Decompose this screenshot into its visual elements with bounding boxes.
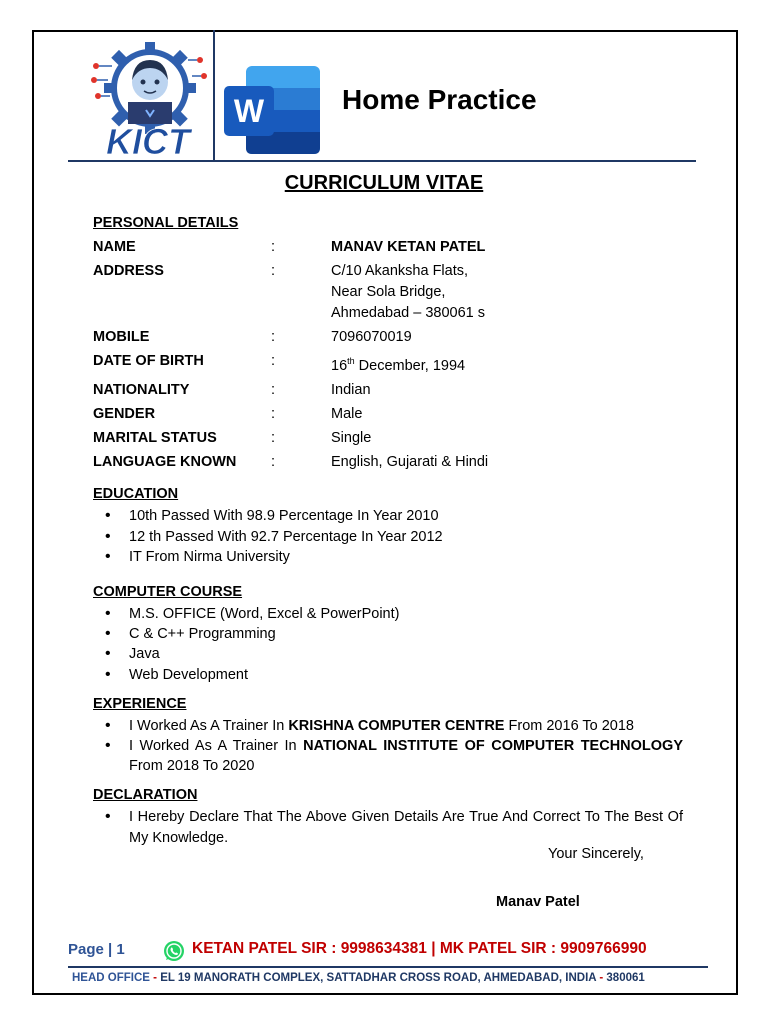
kict-logo-text: KICT [106, 121, 190, 158]
colon: : [271, 429, 276, 446]
address-value [331, 261, 683, 324]
language-label: LANGUAGE KNOWN [93, 453, 237, 470]
colon: : [271, 238, 276, 255]
address-row [93, 261, 683, 324]
name-value: MANAV KETAN PATEL [331, 238, 486, 255]
cv-title: CURRICULUM VITAE [284, 172, 484, 194]
education-list [103, 506, 683, 567]
footer-divider [68, 966, 708, 968]
experience-heading: EXPERIENCE [93, 695, 187, 712]
colon: : [271, 405, 276, 422]
svg-text:W: W [233, 93, 265, 129]
list-item: • M.S. OFFICE (Word, Excel & PowerPoint) [103, 604, 683, 624]
nationality-value: Indian [331, 381, 371, 398]
list-item: • I Worked As A Trainer In NATIONAL INSTITUTE OF COMPUTER TECHNOLOGY From 2018 To 2020 [103, 736, 683, 776]
page-title: Home Practice [342, 84, 537, 115]
mobile-value: 7096070019 [331, 329, 412, 345]
mobile-row [93, 327, 683, 348]
computer-course-list [103, 604, 683, 685]
dob-value: 16th December, 1994 [331, 356, 466, 374]
gender-row [93, 404, 683, 425]
colon: : [271, 329, 276, 345]
head-office-pin: 380061 [606, 972, 645, 984]
colon: : [271, 381, 276, 398]
word-icon [224, 66, 320, 154]
marital-row [93, 428, 683, 449]
list-item: • Web Development [103, 665, 683, 685]
list-item: • IT From Nirma University [103, 547, 683, 567]
nationality-label: NATIONALITY [93, 381, 190, 398]
whatsapp-icon [162, 939, 186, 963]
list-item: • Java [103, 644, 683, 664]
declaration-heading: DECLARATION [93, 787, 198, 804]
address-label: ADDRESS [93, 262, 164, 279]
list-item: • 12 th Passed With 92.7 Percentage In Year 2012 [103, 527, 683, 547]
contact-numbers: KETAN PATEL SIR : 9998634381 | MK PATEL SIR : 9909766990 [192, 940, 647, 957]
marital-value: Single [331, 429, 372, 446]
mobile-label: MOBILE [93, 329, 150, 345]
gender-label: GENDER [93, 405, 156, 422]
declaration-list [103, 807, 683, 847]
cv-content [93, 213, 683, 848]
dob-label: DATE OF BIRTH [93, 353, 204, 369]
marital-label: MARITAL STATUS [93, 429, 217, 446]
education-heading: EDUCATION [93, 486, 179, 503]
address-line: Ahmedabad – 380061 s [331, 304, 485, 321]
name-row [93, 237, 683, 258]
list-item: • 10th Passed With 98.9 Percentage In Year 2010 [103, 506, 683, 526]
list-item: • I Hereby Declare That The Above Given Details Are True And Correct To The Best Of My Knowledge. [103, 807, 683, 847]
kict-logo [88, 36, 208, 158]
head-office-address: EL 19 MANORATH COMPLEX, SATTADHAR CROSS ROAD, AHMEDABAD, INDIA [160, 972, 597, 984]
experience-list [103, 716, 683, 777]
language-value: English, Gujarati & Hindi [331, 453, 489, 470]
list-item: • I Worked As A Trainer In KRISHNA COMPUTER CENTRE From 2016 To 2018 [103, 716, 683, 736]
signature-name: Manav Patel [496, 894, 580, 910]
page-number: Page | 1 [68, 941, 125, 958]
colon: : [271, 353, 276, 369]
language-row [93, 452, 683, 473]
dob-row [93, 351, 683, 376]
computer-course-heading: COMPUTER COURSE [93, 583, 243, 600]
name-label: NAME [93, 238, 136, 255]
header-divider-vertical [213, 30, 215, 162]
head-office-label: HEAD OFFICE [72, 972, 150, 984]
colon: : [271, 453, 276, 470]
address-line: C/10 Akanksha Flats, [331, 262, 469, 279]
head-office: HEAD OFFICE - EL 19 MANORATH COMPLEX, SATTADHAR CROSS ROAD, AHMEDABAD, INDIA - 380061 [72, 972, 645, 984]
closing-text: Your Sincerely, [548, 846, 644, 862]
colon: : [271, 262, 276, 279]
personal-details-heading: PERSONAL DETAILS [93, 215, 239, 231]
gender-value: Male [331, 405, 363, 422]
header-divider [68, 160, 696, 162]
list-item: • C & C++ Programming [103, 624, 683, 644]
address-line: Near Sola Bridge, [331, 283, 446, 300]
nationality-row [93, 380, 683, 401]
